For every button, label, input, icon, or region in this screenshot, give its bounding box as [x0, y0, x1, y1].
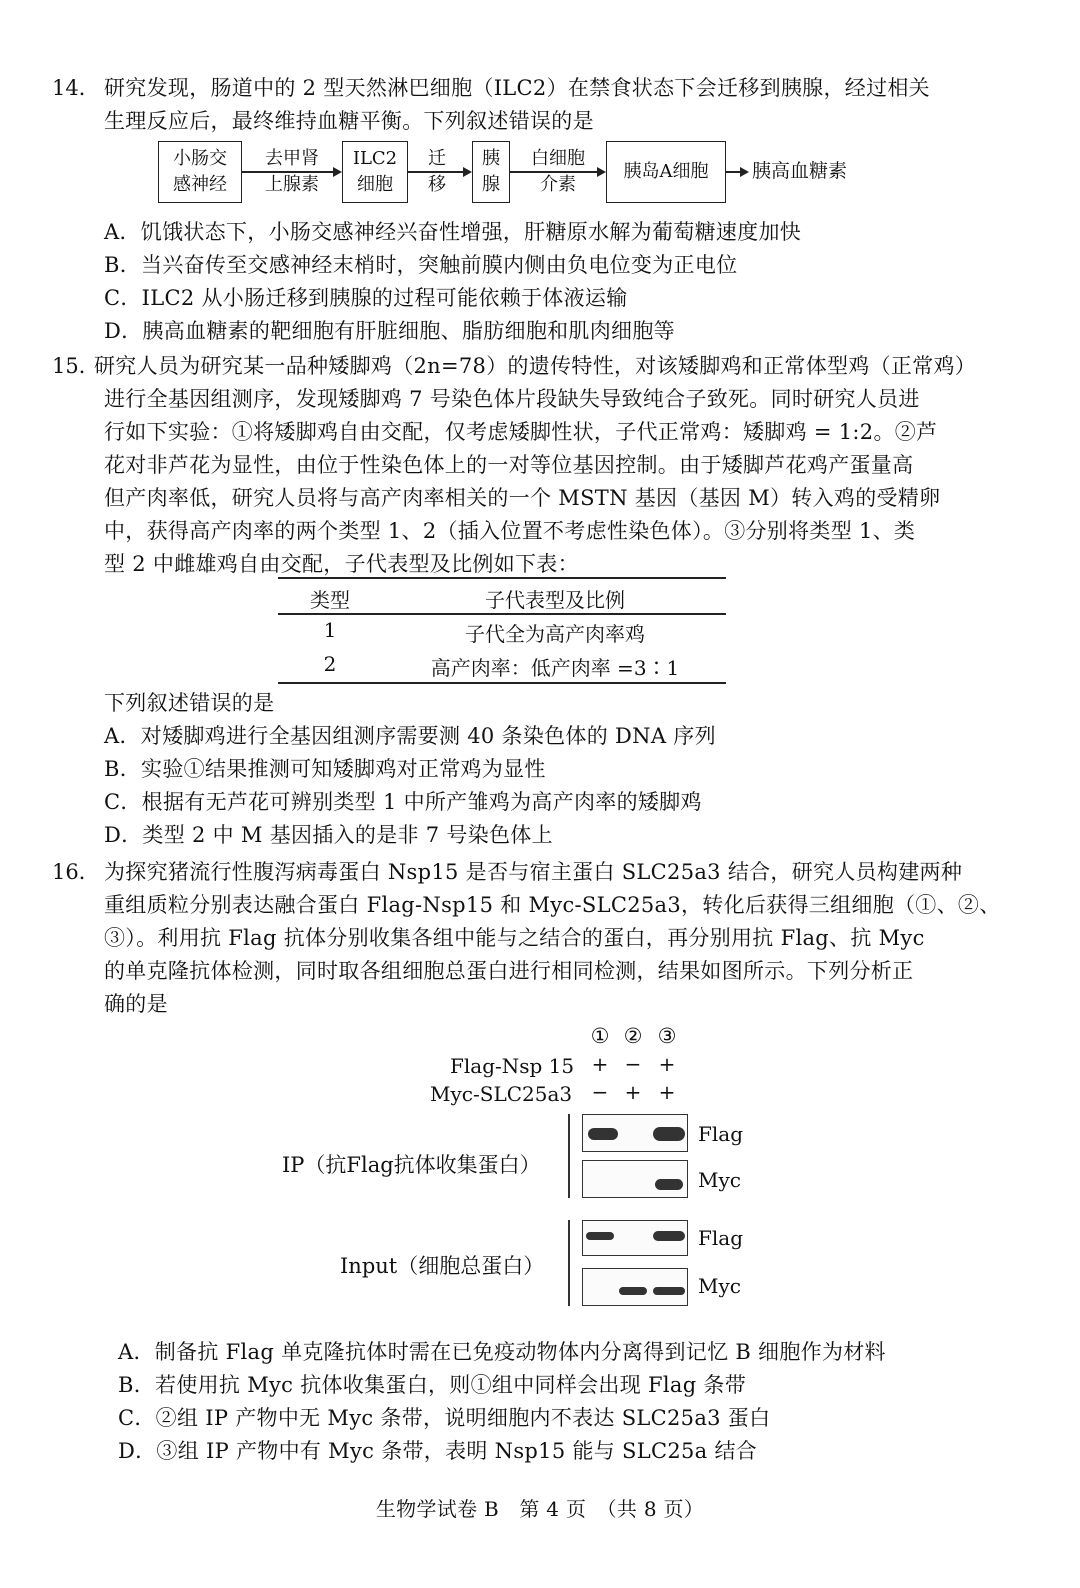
- lane-label: ③: [657, 1024, 677, 1048]
- question-stem-line: 研究人员为研究某一品种矮脚鸡（2n=78）的遗传特性，对该矮脚鸡和正常体型鸡（正常鸡）: [94, 354, 977, 378]
- question-stem-line: 但产肉率低，研究人员将与高产肉率相关的一个 MSTN 基因（基因 M）转入鸡的受精卵: [104, 486, 941, 510]
- blot-panel-input-flag: [582, 1220, 688, 1256]
- ip-label: IP（抗Flag抗体收集蛋白）: [282, 1153, 541, 1177]
- question-stem-line: 生理反应后，最终维持血糖平衡。下列叙述错误的是: [104, 109, 594, 133]
- flow-arrow: [510, 171, 598, 173]
- flow-box-pancreas: 胰 腺: [472, 141, 510, 203]
- input-label: Input（细胞总蛋白）: [340, 1254, 545, 1278]
- band-input-flag-lane1: [586, 1232, 614, 1240]
- option-a: A．制备抗 Flag 单克隆抗体时需在已免疫动物体内分离得到记忆 B 细胞作为材料: [118, 1340, 886, 1364]
- sign: −: [624, 1052, 642, 1076]
- lane-label: ①: [590, 1024, 610, 1048]
- option-d: D．类型 2 中 M 基因插入的是非 7 号染色体上: [104, 823, 553, 847]
- row-label-myc-slc25a3: Myc-SLC25a3: [430, 1082, 573, 1106]
- arrowhead-icon: [740, 167, 749, 177]
- flow-label-norepinephrine: 去甲肾 上腺素: [265, 148, 319, 195]
- table-cell: 子代全为高产肉率鸡: [465, 622, 645, 646]
- option-c: C．②组 IP 产物中无 Myc 条带，说明细胞内不表达 SLC25a3 蛋白: [118, 1406, 771, 1430]
- question-stem-line: 确的是: [104, 992, 168, 1016]
- blot-panel-ip-flag: [582, 1114, 688, 1152]
- question-stem-line: 进行全基因组测序，发现矮脚鸡 7 号染色体片段缺失导致纯合子致死。同时研究人员进: [104, 387, 920, 411]
- question-stem-line: 中，获得高产肉率的两个类型 1、2（插入位置不考虑性染色体）。③分别将类型 1、类: [104, 519, 916, 543]
- question-stem-line: 行如下实验：①将矮脚鸡自由交配，仅考虑矮脚性状，子代正常鸡：矮脚鸡 = 1:2。②芦: [104, 420, 938, 444]
- flow-arrow: [408, 171, 464, 173]
- table-cell: 2: [323, 652, 337, 676]
- band-ip-flag-lane3: [653, 1127, 685, 1141]
- flow-arrow: [242, 171, 334, 173]
- page-footer: 生物学试卷 B 第 4 页 （共 8 页）: [375, 1497, 705, 1521]
- flow-result-glucagon: 胰高血糖素: [752, 160, 848, 182]
- flow-label-migration: 迁 移: [428, 148, 446, 195]
- question-stem-line: 重组质粒分别表达融合蛋白 Flag-Nsp15 和 Myc-SLC25a3，转化后获得三组细胞（①、②、: [104, 893, 1001, 917]
- option-d: D．胰高血糖素的靶细胞有肝脏细胞、脂肪细胞和肌肉细胞等: [104, 319, 675, 343]
- table-header-rule: [278, 613, 726, 615]
- flow-box-islet-a-cell: 胰岛A细胞: [606, 141, 726, 203]
- blot-panel-input-myc: [582, 1268, 688, 1306]
- question-stem-line: ③）。利用抗 Flag 抗体分别收集各组中能与之结合的蛋白，再分别用抗 Flag、抗 Myc: [104, 926, 925, 950]
- option-b: B．当兴奋传至交感神经末梢时，突触前膜内侧由负电位变为正电位: [104, 253, 738, 277]
- table-cell: 1: [323, 618, 337, 642]
- table-cell: 高产肉率：低产肉率 =3∶1: [430, 656, 680, 680]
- sign: +: [658, 1052, 676, 1076]
- arrowhead-icon: [597, 167, 606, 177]
- option-c: C．ILC2 从小肠迁移到胰腺的过程可能依赖于体液运输: [104, 286, 628, 310]
- question-stem-line: 为探究猪流行性腹泻病毒蛋白 Nsp15 是否与宿主蛋白 SLC25a3 结合，研究人员构建两种: [104, 860, 963, 884]
- arrowhead-icon: [333, 167, 342, 177]
- question-number: 14．: [52, 76, 100, 100]
- sign: +: [624, 1080, 642, 1104]
- question-stem-line: 型 2 中雌雄鸡自由交配，子代表型及比例如下表：: [104, 552, 579, 576]
- sign: −: [591, 1080, 609, 1104]
- sign: +: [591, 1052, 609, 1076]
- option-a: A．饥饿状态下，小肠交感神经兴奋性增强，肝糖原水解为葡萄糖速度加快: [104, 220, 802, 244]
- antibody-label-myc: Myc: [698, 1274, 741, 1298]
- question-stem-line: 花对非芦花为显性，由位于性染色体上的一对等位基因控制。由于矮脚芦花鸡产蛋量高: [104, 453, 914, 477]
- arrowhead-icon: [463, 167, 472, 177]
- option-c: C．根据有无芦花可辨别类型 1 中所产雏鸡为高产肉率的矮脚鸡: [104, 790, 702, 814]
- flow-label-interleukin: 白细胞 介素: [531, 148, 585, 195]
- blot-panel-ip-myc: [582, 1160, 688, 1198]
- question-number: 16．: [52, 860, 100, 884]
- question-stem-line: 的单克隆抗体检测，同时取各组细胞总蛋白进行相同检测，结果如图所示。下列分析正: [104, 959, 914, 983]
- antibody-label-flag: Flag: [698, 1122, 743, 1146]
- question-lead: 下列叙述错误的是: [104, 691, 275, 715]
- sign: +: [658, 1080, 676, 1104]
- ip-bracket: [568, 1114, 578, 1198]
- option-b: B．若使用抗 Myc 抗体收集蛋白，则①组中同样会出现 Flag 条带: [118, 1373, 747, 1397]
- table-bottom-rule: [278, 682, 726, 684]
- lane-label: ②: [623, 1024, 643, 1048]
- question-stem-line: 研究发现，肠道中的 2 型天然淋巴细胞（ILC2）在禁食状态下会迁移到胰腺，经过相关: [104, 76, 930, 100]
- band-ip-myc-lane3: [655, 1179, 683, 1190]
- question-number: 15．: [52, 354, 100, 378]
- table-header-phenotype: 子代表型及比例: [485, 588, 625, 612]
- antibody-label-flag: Flag: [698, 1226, 743, 1250]
- band-ip-flag-lane1: [588, 1128, 618, 1140]
- flow-box-sympathetic-nerve: 小肠交 感神经: [158, 141, 242, 203]
- input-bracket: [568, 1220, 578, 1306]
- band-input-myc-lane3: [653, 1287, 685, 1295]
- band-input-myc-lane2: [619, 1287, 647, 1295]
- flow-box-ilc2: ILC2 细胞: [342, 141, 408, 203]
- table-header-type: 类型: [310, 588, 350, 612]
- row-label-flag-nsp15: Flag-Nsp 15: [450, 1054, 575, 1078]
- option-d: D．③组 IP 产物中有 Myc 条带，表明 Nsp15 能与 SLC25a 结合: [118, 1439, 758, 1463]
- antibody-label-myc: Myc: [698, 1168, 741, 1192]
- option-a: A．对矮脚鸡进行全基因组测序需要测 40 条染色体的 DNA 序列: [104, 724, 716, 748]
- table-top-rule: [278, 577, 726, 579]
- option-b: B．实验①结果推测可知矮脚鸡对正常鸡为显性: [104, 757, 546, 781]
- band-input-flag-lane3: [653, 1231, 685, 1241]
